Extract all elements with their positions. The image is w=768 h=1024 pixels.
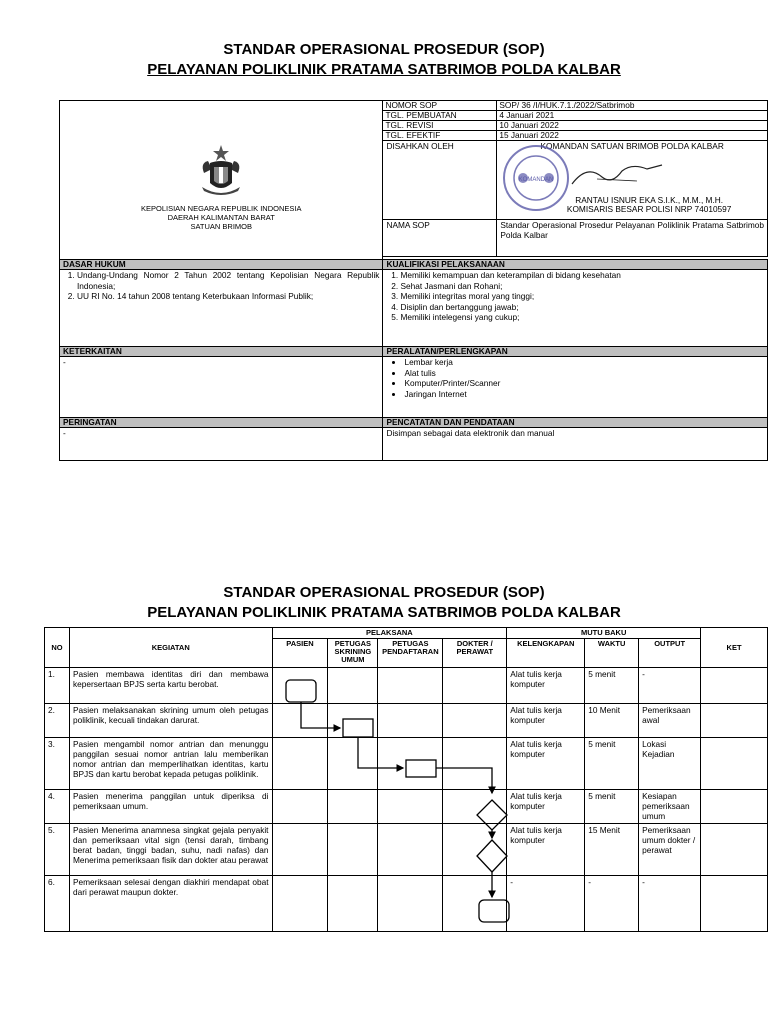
page1-title-line2: PELAYANAN POLIKLINIK PRATAMA SATBRIMOB POLDA KALBAR <box>147 61 621 78</box>
row-no: 2. <box>45 704 70 738</box>
header-pelaksana: PELAKSANA <box>272 628 507 639</box>
row-waktu: 5 menit <box>585 738 639 790</box>
pencatatan-header: PENCATATAN DAN PENDATAAN <box>383 418 768 428</box>
row-no: 1. <box>45 668 70 704</box>
meta-label: TGL. PEMBUATAN <box>383 111 497 121</box>
disahkan-label: DISAHKAN OLEH <box>383 141 497 220</box>
page1-title-line1: STANDAR OPERASIONAL PROSEDUR (SOP) <box>223 41 545 58</box>
row-kegiatan: Pasien menerima panggilan untuk diperiksa di pemeriksaan umum. <box>69 790 272 824</box>
list-item: 2. UU RI No. 14 tahun 2008 tentang Keterbukaan Informasi Publik; <box>77 291 379 302</box>
row-no: 6. <box>45 876 70 932</box>
row-waktu: 5 menit <box>585 790 639 824</box>
row-kelengkapan: Alat tulis kerja komputer <box>507 790 585 824</box>
row-output: Kesiapan pemeriksaan umum <box>639 790 701 824</box>
row-output: Pemeriksaan awal <box>639 704 701 738</box>
row-kelengkapan: Alat tulis kerja komputer <box>507 704 585 738</box>
page1-title <box>0 40 768 80</box>
header-mutu: MUTU BAKU <box>507 628 701 639</box>
table-row <box>45 824 768 876</box>
meta-value: SOP/ 36 /I/HUK.7.1./2022/Satbrimob <box>497 101 768 111</box>
dasar-hukum-header: DASAR HUKUM <box>60 260 383 270</box>
nama-sop-label: NAMA SOP <box>383 220 497 257</box>
nama-sop-value: Standar Operasional Prosedur Pelayanan Poliklinik Pratama Satbrimob Polda Kalbar <box>497 220 768 257</box>
keterkaitan-header: KETERKAITAN <box>60 347 383 357</box>
list-item: • Komputer/Printer/Scanner <box>404 378 764 389</box>
org-line3: SATUAN BRIMOB <box>190 222 252 231</box>
header-pendaftaran: PETUGAS PENDAFTARAN <box>378 639 443 668</box>
row-kelengkapan: Alat tulis kerja komputer <box>507 668 585 704</box>
row-kegiatan: Pemeriksaan selesai dengan diakhiri mendapat obat dari perawat maupun dokter. <box>69 876 272 932</box>
row-waktu: 15 Menit <box>585 824 639 876</box>
meta-value: 15 Januari 2022 <box>497 131 768 141</box>
meta-value: 4 Januari 2021 <box>497 111 768 121</box>
header-waktu: WAKTU <box>585 639 639 668</box>
list-item: 4. Disiplin dan bertanggung jawab; <box>400 302 764 313</box>
meta-label: TGL. REVISI <box>383 121 497 131</box>
sop-procedure-table <box>44 627 768 932</box>
row-kegiatan: Pasien membawa identitas diri dan membawa kepersertaan BPJS serta kartu berobat. <box>69 668 272 704</box>
police-emblem-icon <box>196 143 246 198</box>
signatory-rank: KOMISARIS BESAR POLISI NRP 74010597 <box>566 204 732 214</box>
row-kelengkapan: Alat tulis kerja komputer <box>507 824 585 876</box>
list-item: • Lembar kerja <box>404 357 764 368</box>
table-row <box>45 668 768 704</box>
list-item: 1. Memiliki kemampuan dan keterampilan di bidang kesehatan <box>400 270 764 281</box>
peralatan-list <box>383 357 768 418</box>
org-line2: DAERAH KALIMANTAN BARAT <box>167 213 275 222</box>
stamp-text: KOMANDAN <box>518 177 554 183</box>
list-item: 1. Undang-Undang Nomor 2 Tahun 2002 tentang Kepolisian Negara Republik Indonesia; <box>77 270 379 291</box>
dasar-hukum-list <box>60 270 383 347</box>
disahkan-title: KOMANDAN SATUAN BRIMOB POLDA KALBAR <box>540 141 724 151</box>
header-kegiatan: KEGIATAN <box>69 628 272 668</box>
row-waktu: 5 menit <box>585 668 639 704</box>
pencatatan-value: Disimpan sebagai data elektronik dan manual <box>383 428 768 461</box>
row-output: Lokasi Kejadian <box>639 738 701 790</box>
peringatan-value: - <box>60 428 383 461</box>
table-row <box>45 738 768 790</box>
row-no: 5. <box>45 824 70 876</box>
kualifikasi-list <box>383 270 768 347</box>
list-item: 3. Memiliki integritas moral yang tinggi; <box>400 291 764 302</box>
list-item: 5. Memiliki intelegensi yang cukup; <box>400 312 764 323</box>
org-cell <box>60 101 383 260</box>
row-kelengkapan: - <box>507 876 585 932</box>
header-skrining: PETUGAS SKRINING UMUM <box>328 639 378 668</box>
row-kegiatan: Pasien Menerima anamnesa singkat gejala penyakit dan pemeriksaan vital sign (tensi darah, timbang berat badan, tinggi badan, suhu, nadi nafas) dan Menerima pemeriksaan fisik dan dokter atau perawat <box>69 824 272 876</box>
list-item: • Alat tulis <box>404 368 764 379</box>
signature-icon <box>567 159 667 191</box>
row-waktu: 10 Menit <box>585 704 639 738</box>
header-pasien: PASIEN <box>272 639 328 668</box>
header-kelengkapan: KELENGKAPAN <box>507 639 585 668</box>
meta-value: 10 Januari 2022 <box>497 121 768 131</box>
table-row <box>45 704 768 738</box>
header-ket: KET <box>701 628 768 668</box>
list-item: • Jaringan Internet <box>404 389 764 400</box>
row-output: - <box>639 876 701 932</box>
header-output: OUTPUT <box>639 639 701 668</box>
peringatan-header: PERINGATAN <box>60 418 383 428</box>
row-kelengkapan: Alat tulis kerja komputer <box>507 738 585 790</box>
header-no: NO <box>45 628 70 668</box>
peralatan-header: PERALATAN/PERLENGKAPAN <box>383 347 768 357</box>
row-no: 4. <box>45 790 70 824</box>
meta-label: TGL. EFEKTIF <box>383 131 497 141</box>
page2-title <box>0 583 768 623</box>
meta-label: NOMOR SOP <box>383 101 497 111</box>
keterkaitan-value: - <box>60 357 383 418</box>
row-waktu: - <box>585 876 639 932</box>
page2-title-line2: PELAYANAN POLIKLINIK PRATAMA SATBRIMOB POLDA KALBAR <box>147 604 621 621</box>
page2-title-line1: STANDAR OPERASIONAL PROSEDUR (SOP) <box>223 584 545 601</box>
header-dokter: DOKTER / PERAWAT <box>443 639 507 668</box>
row-output: Pemeriksaan umum dokter / perawat <box>639 824 701 876</box>
row-kegiatan: Pasien melaksanakan skrining umum oleh petugas poliklinik, kecuali tindakan darurat. <box>69 704 272 738</box>
kualifikasi-header: KUALIFIKASI PELAKSANAAN <box>383 260 768 270</box>
row-output: - <box>639 668 701 704</box>
row-no: 3. <box>45 738 70 790</box>
disahkan-cell <box>497 141 768 220</box>
signatory-name: RANTAU ISNUR EKA S.I.K., M.M., M.H. <box>575 195 724 205</box>
list-item: 2. Sehat Jasmani dan Rohani; <box>400 281 764 292</box>
table-row <box>45 790 768 824</box>
table-row <box>45 876 768 932</box>
org-line1: KEPOLISIAN NEGARA REPUBLIK INDONESIA <box>140 204 302 213</box>
sop-identity-table <box>59 100 768 461</box>
row-kegiatan: Pasien mengambil nomor antrian dan menunggu panggilan sesuai nomor antrian lalu memberikan nomor antrian dan memperlihatkan identitas, kartu BPJS dan kartu berobat kepada petugas poliklinik. <box>69 738 272 790</box>
